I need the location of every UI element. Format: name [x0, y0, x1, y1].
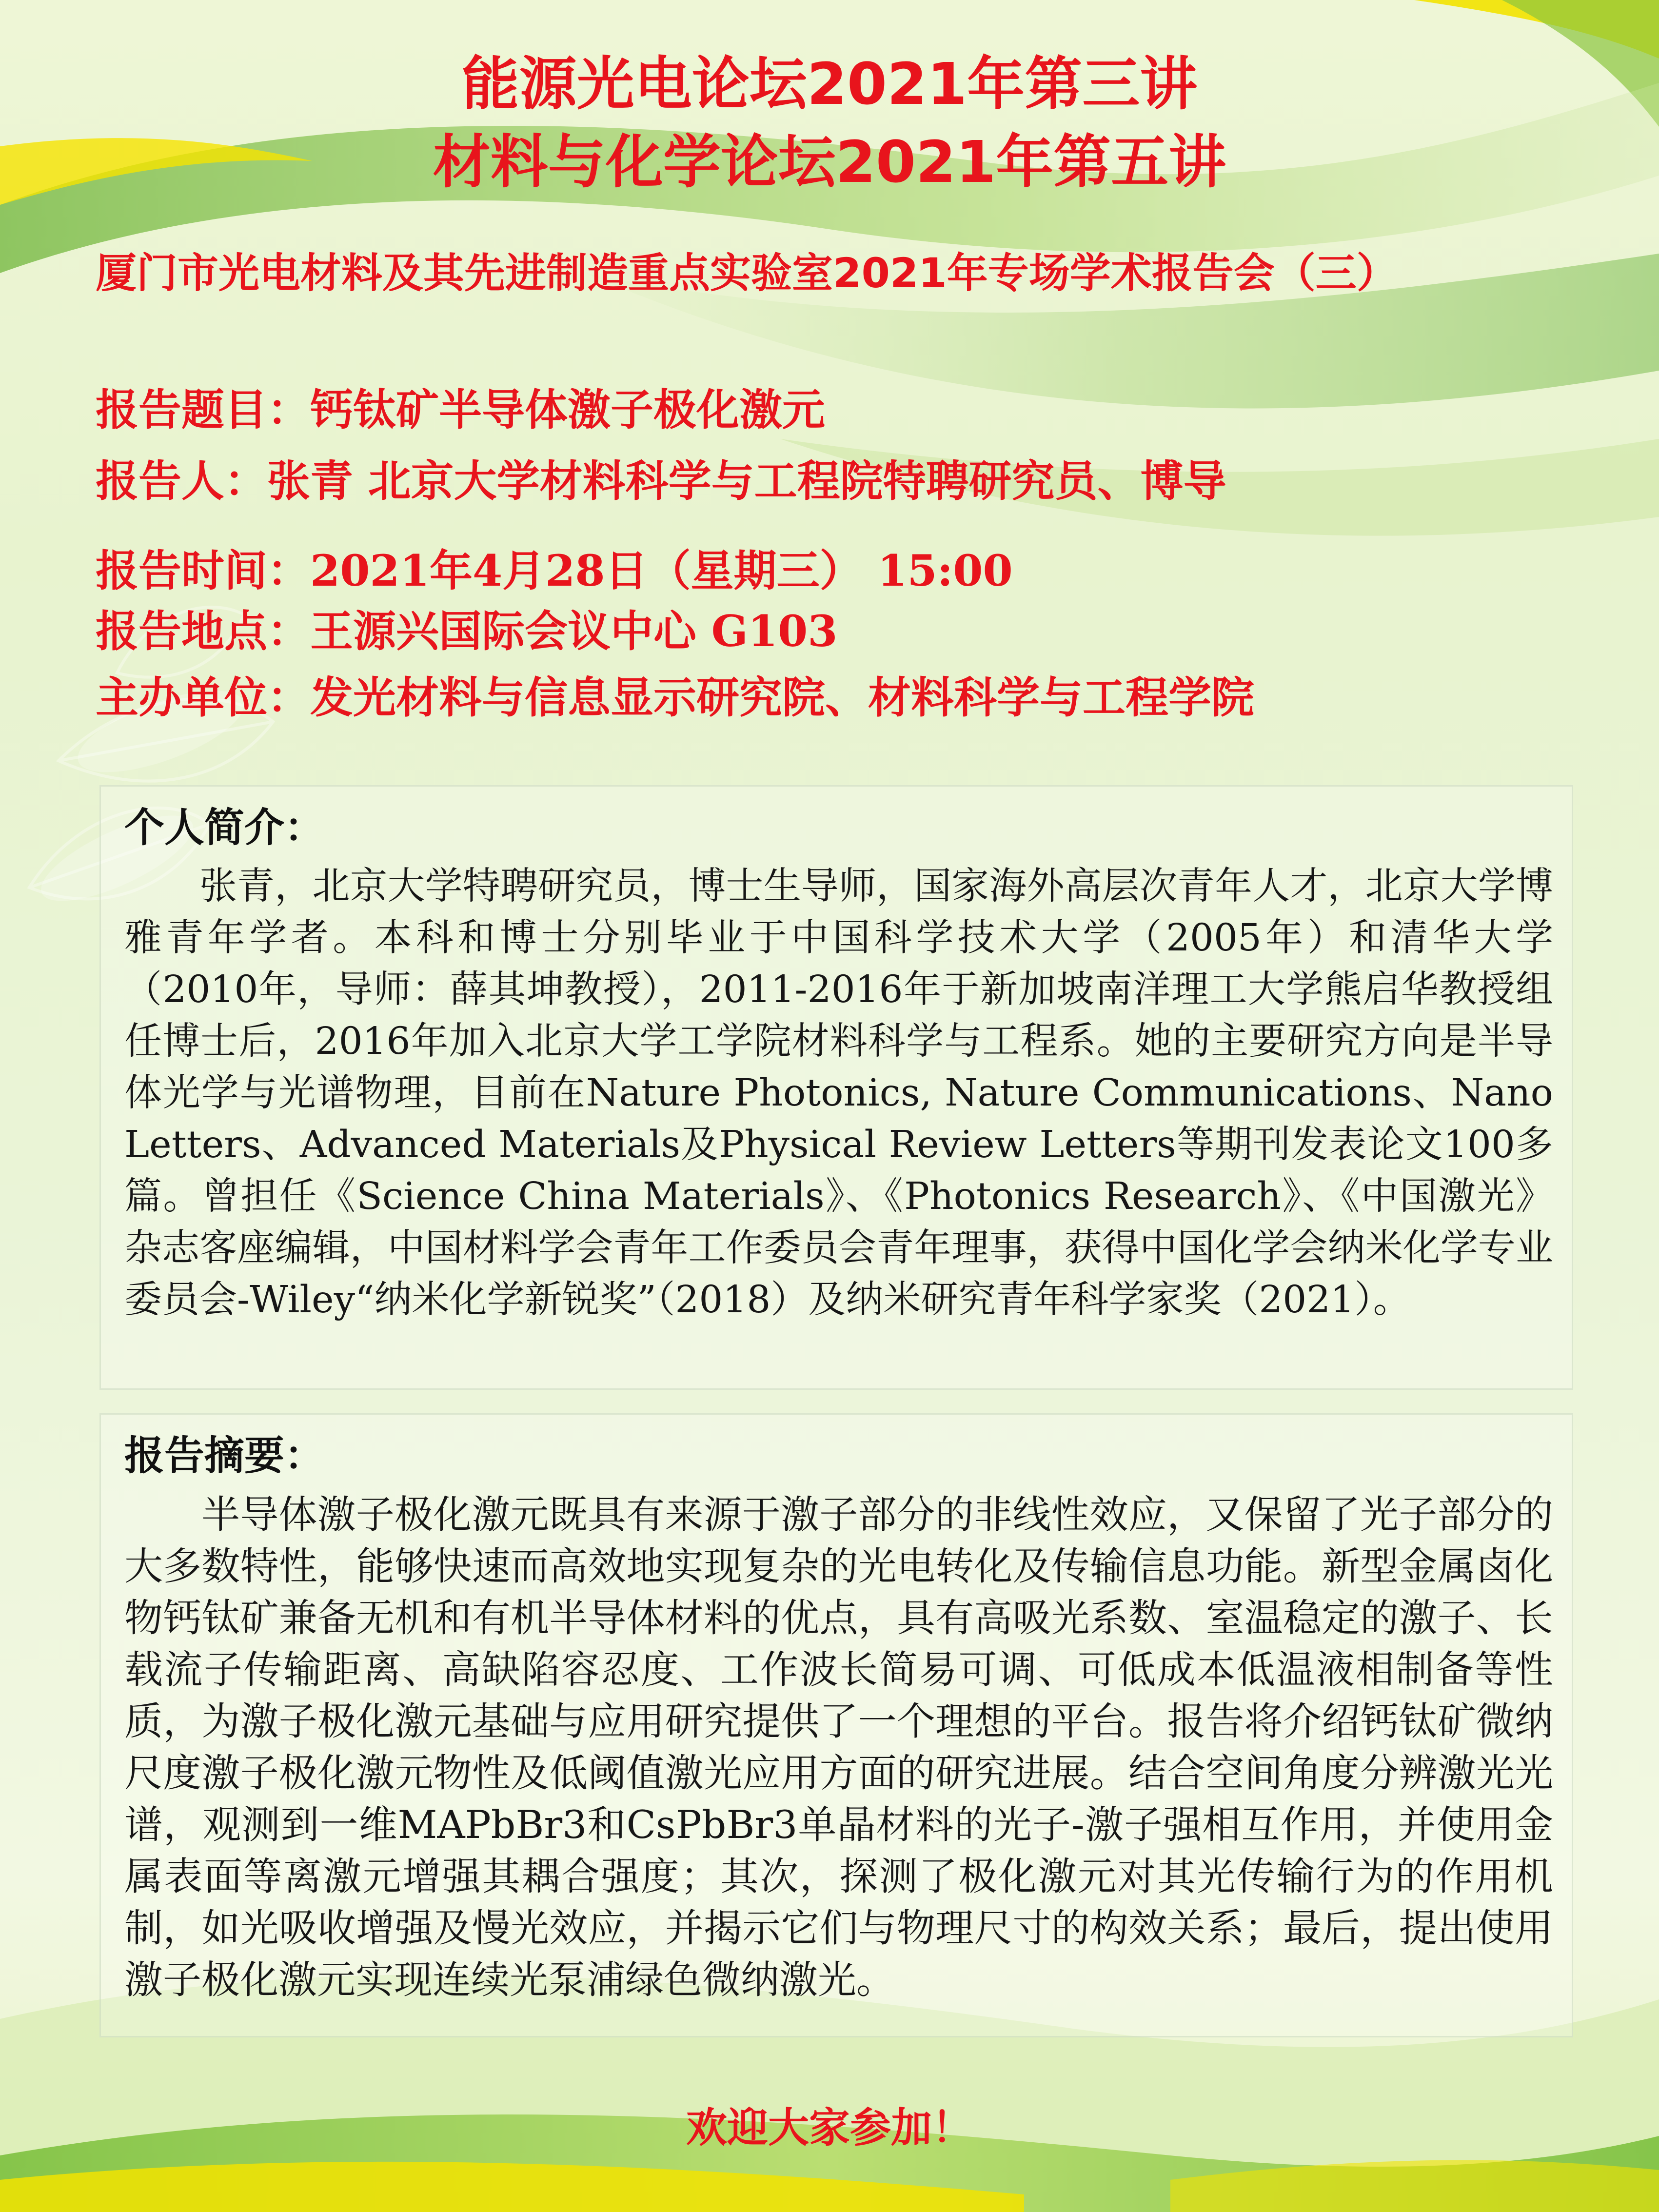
bio-heading: 个人简介： [124, 805, 325, 851]
info-location-label: 报告地点： [96, 606, 311, 656]
welcome-footer: 欢迎大家参加！ [686, 2104, 973, 2152]
info-topic [96, 380, 1607, 439]
info-time-label: 报告时间： [96, 546, 311, 596]
info-organizer-label: 主办单位： [96, 672, 311, 723]
title-line-1: 能源光电论坛2021年第三讲 [461, 50, 1198, 118]
title-line-2: 材料与化学论坛2021年第五讲 [433, 128, 1226, 196]
info-organizer-value: 发光材料与信息显示研究院、材料科学与工程学院 [310, 672, 1255, 723]
info-location-value: 王源兴国际会议中心 G103 [310, 606, 838, 656]
abstract-panel [99, 1413, 1573, 2037]
info-topic-label: 报告题目： [96, 385, 311, 435]
info-organizer [96, 668, 1607, 727]
bio-panel [99, 785, 1573, 1390]
abstract-heading: 报告摘要： [124, 1433, 325, 1479]
info-speaker-label: 报告人： [96, 456, 268, 506]
info-speaker-value: 张青 北京大学材料科学与工程院特聘研究员、博导 [267, 456, 1226, 506]
info-time [96, 541, 1607, 600]
subtitle: 厦门市光电材料及其先进制造重点实验室2021年专场学术报告会（三） [96, 249, 1398, 297]
bio-text: 张青，北京大学特聘研究员，博士生导师，国家海外高层次青年人才，北京大学博雅青年学者。本科和博士分别毕业于中国科学技术大学（2005年）和清华大学（2010年，导师：薛其坤教授），2011-2016年于新加坡南洋理工大学熊启华教授组任博士后，2016年加入北京大学工学院材料科学与工程系。她的主要研究方向是半导体光学与光谱物理，目前在Nature Photonics, Nature Communications、Nano Letters、Advanced Materials及Physical Review Letters等期刊发表论文100多篇。曾担任《Science China Materials》、《Photonics Research》、《中国激光》杂志客座编辑，中国材料学会青年工作委员会青年理事，获得中国化学会纳米化学专业委员会-Wiley“纳米化学新锐奖”（2018）及纳米研究青年科学家奖（2021）。 [124, 865, 1553, 1322]
info-location [96, 602, 1607, 661]
info-speaker [96, 452, 1607, 511]
abstract-text: 半导体激子极化激元既具有来源于激子部分的非线性效应，又保留了光子部分的大多数特性，能够快速而高效地实现复杂的光电转化及传输信息功能。新型金属卤化物钙钛矿兼备无机和有机半导体材料的优点，具有高吸光系数、室温稳定的激子、长载流子传输距离、高缺陷容忍度、工作波长简易可调、可低成本低温液相制备等性质，为激子极化激元基础与应用研究提供了一个理想的平台。报告将介绍钙钛矿微纳尺度激子极化激元物性及低阈值激光应用方面的研究进展。结合空间角度分辨激光光谱，观测到一维MAPbBr3和CsPbBr3单晶材料的光子-激子强相互作用，并使用金属表面等离激元增强其耦合强度；其次，探测了极化激元对其光传输行为的作用机制，如光吸收增强及慢光效应，并揭示它们与物理尺寸的构效关系；最后，提出使用激子极化激元实现连续光泵浦绿色微纳激光。 [124, 1492, 1553, 2002]
info-time-value: 2021年4月28日（星期三） 15:00 [310, 545, 1013, 596]
info-topic-value: 钙钛矿半导体激子极化激元 [310, 385, 826, 435]
